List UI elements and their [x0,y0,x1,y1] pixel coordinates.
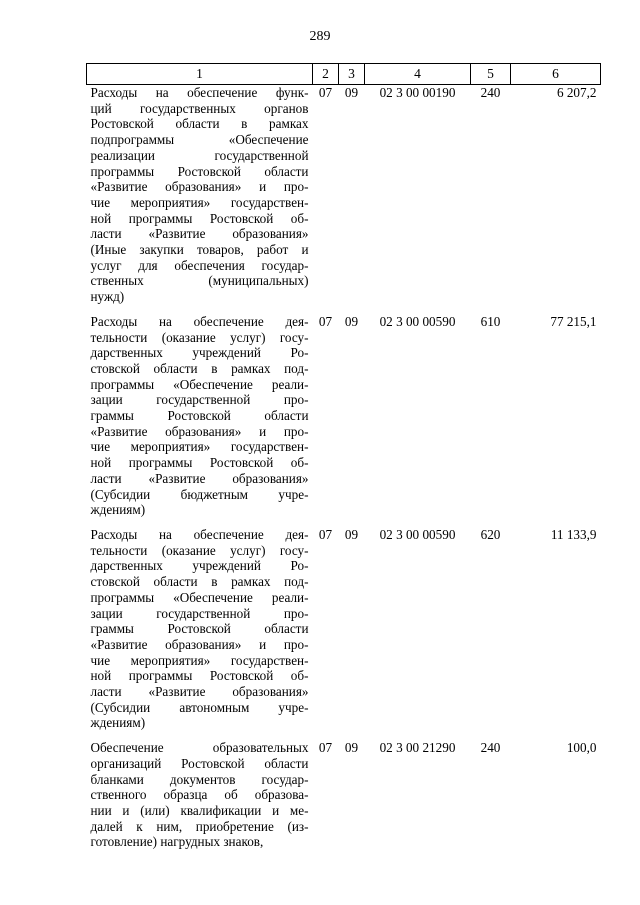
header-col-2: 2 [313,64,339,85]
description-line: организаций Ростовской области [90,755,309,771]
description-line: граммы Ростовской области [90,408,309,424]
budget-table [86,63,601,859]
description-line: «Развитие образования» и про- [90,179,309,195]
header-col-4: 4 [365,64,471,85]
header-col-5: 5 [471,64,511,85]
description-line: реализации государственной [90,147,309,163]
amount-value: 11 133,9 [550,526,597,542]
description-line: готовление) нагрудных знаков, [90,834,264,850]
subsection-code: 09 [344,526,359,542]
description-line: ций государственных органов [90,100,309,116]
target-article-code: 02 3 00 00190 [379,85,456,100]
expense-type-code: 240 [480,740,501,756]
description-line: нии и (или) квалификации и ме- [90,802,309,818]
description-line: тельности (оказание услуг) госу- [90,329,309,345]
amount-value: 100,0 [566,740,597,756]
description-line: Расходы на обеспечение функ- [90,85,309,100]
description-line: Расходы на обеспечение дея- [90,526,309,542]
page-number: 289 [309,29,331,44]
row-description [87,527,313,740]
description-line: ласти «Развитие образования» [90,226,309,242]
description-line: (Иные закупки товаров, работ и [90,242,309,258]
section-code: 07 [318,313,333,329]
description-line: Расходы на обеспечение дея- [90,313,309,329]
description-line: «Развитие образования» и про- [90,423,309,439]
description-line: ждениям) [90,715,146,731]
description-line: программы Ростовской области [90,163,309,179]
description-line: Обеспечение образовательных [90,740,309,756]
description-line: ной программы Ростовской об- [90,210,309,226]
row-description [87,85,313,314]
description-line: ной программы Ростовской об- [90,668,309,684]
table-row [87,314,601,527]
description-line: граммы Ростовской области [90,621,309,637]
subsection-code: 09 [344,740,359,756]
section-code: 07 [318,526,333,542]
target-article-code: 02 3 00 21290 [379,740,456,756]
description-line: (Субсидии бюджетным учре- [90,486,309,502]
section-code: 07 [318,85,333,100]
description-line: тельности (оказание услуг) госу- [90,542,309,558]
description-line: ждениям) [90,502,146,518]
table-header-row [87,64,601,85]
description-line: нужд) [90,289,125,305]
description-line: ственного образца об образова- [90,787,309,803]
description-line: ласти «Развитие образования» [90,684,309,700]
description-line: программы «Обеспечение реали- [90,376,309,392]
expense-type-code: 240 [480,85,501,100]
description-line: зации государственной про- [90,392,309,408]
table-row [87,740,601,859]
row-description [87,740,313,859]
description-line: ственных (муниципальных) [90,273,309,289]
description-line: программы «Обеспечение реали- [90,589,309,605]
header-col-3: 3 [339,64,365,85]
description-line: «Развитие образования» и про- [90,636,309,652]
description-line: подпрограммы «Обеспечение [90,132,309,148]
table-row [87,85,601,314]
section-code: 07 [318,740,333,756]
description-line: дарственных учреждений Ро- [90,558,309,574]
description-line: бланками документов государ- [90,771,309,787]
description-line: стовской области в рамках под- [90,574,309,590]
table-row [87,527,601,740]
target-article-code: 02 3 00 00590 [379,526,456,542]
description-line: чие мероприятия» государствен- [90,652,309,668]
subsection-code: 09 [344,85,359,100]
description-line: ласти «Развитие образования» [90,470,309,486]
description-line: зации государственной про- [90,605,309,621]
description-line: ной программы Ростовской об- [90,455,309,471]
expense-type-code: 610 [480,313,501,329]
amount-value: 77 215,1 [550,313,597,329]
description-line: дарственных учреждений Ро- [90,345,309,361]
description-line: чие мероприятия» государствен- [90,194,309,210]
amount-value: 6 207,2 [556,85,597,100]
table-body [87,85,601,860]
description-line: (Субсидии автономным учре- [90,699,309,715]
description-line: услуг для обеспечения государ- [90,257,309,273]
description-line: Ростовской области в рамках [90,116,309,132]
subsection-code: 09 [344,313,359,329]
description-line: стовской области в рамках под- [90,360,309,376]
row-description [87,314,313,527]
description-line: далей к ним, приобретение (из- [90,818,309,834]
expense-type-code: 620 [480,526,501,542]
header-col-1: 1 [87,64,313,85]
description-line: чие мероприятия» государствен- [90,439,309,455]
target-article-code: 02 3 00 00590 [379,313,456,329]
header-col-6: 6 [511,64,601,85]
